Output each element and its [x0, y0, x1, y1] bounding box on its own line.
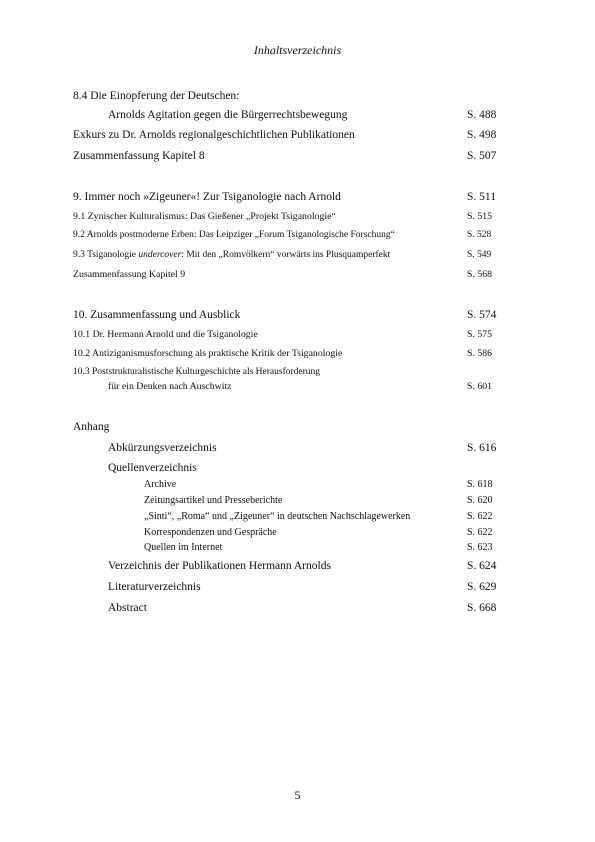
running-header: Inhaltsverzeichnis: [253, 43, 342, 57]
toc-entry-page: S. 601: [467, 381, 493, 392]
toc-entry-page: S. 629: [467, 581, 497, 593]
toc-entry-page: S. 623: [467, 542, 493, 553]
toc-entry-title: Zusammenfassung Kapitel 8: [73, 150, 205, 162]
toc-entry-title: 9. Immer noch »Zigeuner«! Zur Tsiganologie nach Arnold: [73, 191, 341, 203]
toc-entry-title: Zusammenfassung Kapitel 9: [73, 269, 186, 280]
toc-entry-title: Exkurs zu Dr. Arnolds regionalgeschichtlichen Publikationen: [73, 129, 355, 141]
toc-entry-title: 10.1 Dr. Hermann Arnold und die Tsiganologie: [73, 329, 258, 340]
toc-entry-title-pre: 9.3 Tsiganologie: [73, 250, 139, 260]
toc-entry-title: Quellenverzeichnis: [108, 462, 197, 474]
toc-entry-title: 9.1 Zynischer Kulturalismus: Das Gießener „Projekt Tsiganologie“: [73, 211, 336, 222]
toc-entry-title: Abkürzungsverzeichnis: [108, 442, 217, 454]
toc-entry-page: S. 575: [467, 329, 493, 340]
toc-entry-page: S. 498: [467, 129, 497, 141]
toc-entry-page: S. 488: [467, 109, 497, 121]
toc-entry-title-emphasis: undercover: [138, 250, 182, 260]
toc-entry-page: S. 622: [467, 527, 493, 538]
toc-entry-page: S. 507: [467, 150, 497, 162]
toc-entry-title: Verzeichnis der Publikationen Hermann Arnolds: [108, 560, 331, 572]
toc-entry-title: 10.2 Antiziganismusforschung als praktische Kritik der Tsiganologie: [73, 348, 343, 359]
toc-entry-page: S. 620: [467, 495, 493, 506]
toc-entry-page: S. 618: [467, 479, 493, 490]
toc-entry-title: Korrespondenzen und Gespräche: [144, 527, 277, 538]
toc-entry-title: 9.2 Arnolds postmoderne Erben: Das Leipziger „Forum Tsiganologische Forschung“: [73, 230, 395, 240]
toc-entry-title: 8.4 Die Einopferung der Deutschen:: [73, 90, 240, 102]
toc-entry-title: Archive: [144, 479, 177, 490]
toc-entry-title-post: : Mit den „Romvölkern“ vorwärts ins Plusquamperfekt: [181, 250, 391, 260]
toc-entry-title: [73, 251, 390, 261]
toc-entry-title: Arnolds Agitation gegen die Bürgerrechtsbewegung: [108, 109, 348, 121]
toc-entry-title: 10.3 Poststrukturalistische Kulturgeschichte als Herausforderung: [73, 367, 321, 377]
toc-entry-title: Zeitungsartikel und Presseberichte: [144, 495, 283, 506]
toc-entry-page: S. 511: [467, 191, 496, 203]
toc-entry-page: S. 515: [467, 211, 493, 222]
toc-entry-page: S. 586: [467, 348, 493, 359]
toc-entry-title: Quellen im Internet: [144, 542, 223, 553]
toc-entry-page: S. 574: [467, 309, 497, 321]
toc-entry-page: S. 624: [467, 560, 497, 572]
toc-entry-page: S. 616: [467, 442, 497, 454]
toc-entry-title: „Sinti“, „Roma“ und „Zigeuner“ in deutschen Nachschlagewerken: [144, 511, 411, 522]
toc-entry-title: 10. Zusammenfassung und Ausblick: [73, 309, 241, 321]
toc-entry-title: Literaturverzeichnis: [108, 581, 201, 593]
toc-entry-page: S. 568: [467, 269, 493, 280]
toc-entry-page: S. 668: [467, 602, 497, 614]
toc-entry-title: Abstract: [108, 602, 147, 614]
toc-entry-page: S. 622: [467, 511, 493, 522]
toc-entry-page: S. 549: [467, 250, 492, 260]
toc-entry-title: Anhang: [73, 421, 110, 433]
toc-entry-page: S. 528: [467, 230, 492, 240]
toc-entry-title: für ein Denken nach Auschwitz: [108, 381, 232, 392]
page-number: 5: [294, 788, 301, 802]
